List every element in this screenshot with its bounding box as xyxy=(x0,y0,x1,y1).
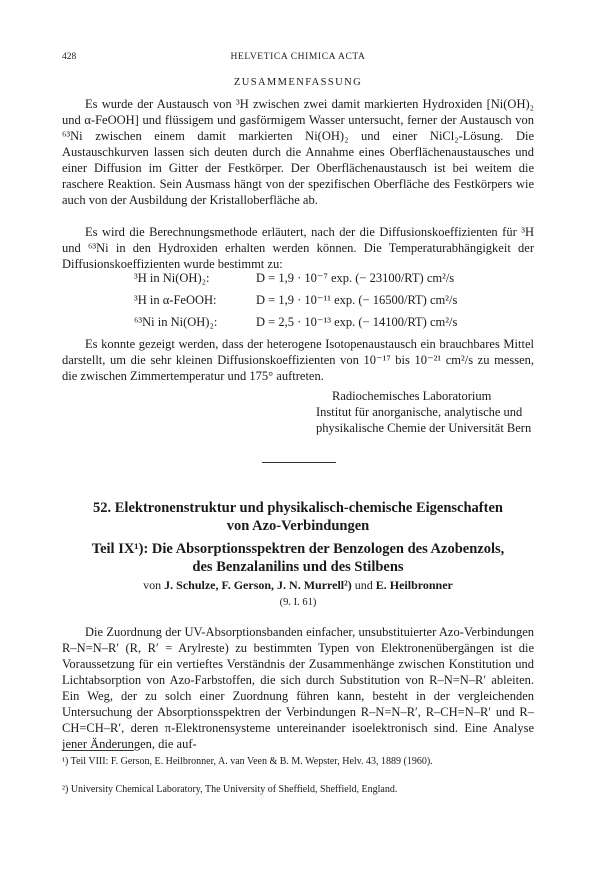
page-number: 428 xyxy=(62,52,77,62)
affiliation-line: physikalische Chemie der Universität Bern xyxy=(316,421,532,435)
footnote-text: University Chemical Laboratory, The University of Sheffield, Sheffield, England. xyxy=(70,784,398,795)
article-title-line: 52. Elektronenstruktur und physikalisch-chemische Eigenschaften xyxy=(93,500,503,516)
article-title-line: von Azo-Verbindungen xyxy=(226,518,370,534)
equation-expression: D = 1,9 · 10⁻⁷ exp. (− 23100/RT) cm²/s xyxy=(256,271,455,285)
author-line xyxy=(62,578,534,593)
equation-row xyxy=(134,289,534,311)
equation-expression: D = 1,9 · 10⁻¹¹ exp. (− 16500/RT) cm²/s xyxy=(256,293,458,307)
article-subtitle xyxy=(62,540,534,576)
authors-prefix: von xyxy=(143,578,162,592)
authors-and: und xyxy=(354,578,373,592)
equation-label: ³H in Ni(OH)₂: xyxy=(134,271,210,285)
journal-title: HELVETICA CHIMICA ACTA xyxy=(230,52,366,62)
footnote xyxy=(62,755,534,768)
zusammenfassung-heading: ZUSAMMENFASSUNG xyxy=(233,77,363,88)
footnote-mark: ²) xyxy=(62,784,69,795)
footnote-text: Teil VIII: F. Gerson, E. Heilbronner, A. van Veen & B. M. Wepster, Helv. 43, 1889 (1960). xyxy=(70,756,433,767)
summary-paragraph-3: Es konnte gezeigt werden, dass der heterogene Isotopenaustausch ein brauchbares Mittel darstellt, um die sehr kleinen Diffusionskoeffizienten von 10⁻¹⁷ bis 10⁻²¹ cm²/s zu messen, die zwischen Zimmertemperatur und 175° auftreten. xyxy=(62,337,534,383)
summary-paragraph-1: Es wurde der Austausch von ³H zwischen zwei damit markierten Hydroxiden [Ni(OH)₂ und α-FeOOH] und flüssigem und gasförmigem Wasser untersucht, ferner der Austausch von ⁶³Ni zwischen einem damit markierten Ni(OH)₂ und einer NiCl₂-Lösung. Die Austauschkurven lassen sich deuten durch die Annahme eines Oberflächenaustausches und einer Diffusion im Gitter der Festkörper. Der Oberflächenaustausch ist bei weitem die raschere Reaktion. Sein Ausmass hängt von der spezifischen Oberfläche des Festkörpers wie auch von der Ausbildung der Kristalloberfläche ab. xyxy=(62,97,534,207)
article-body: Die Zuordnung der UV-Absorptionsbanden einfacher, unsubstituierter Azo-Verbindungen R–N=N–R′ (R, R′ = Arylreste) zu bestimmten Typen von Elektronenübergängen ist die Voraussetzung für ein vertieftes Verständnis der Zusammenhänge zwischen Konstitution und Lichtabsorption von Azo-Farbstoffen, die sich durch Substitution von R–N=N–R′ ableiten. Ein Weg, der zu solch einer Zuordnung führen kann, besteht in der vergleichenden Untersuchung der Absorptionsspektren der Verbindungen R–N=N–R′, R–CH=N–R′ und R–CH=CH–R′, deren π-Elektronensysteme untereinander isoelektronisch sind. Eine Analyse jener Änderungen, die auf- xyxy=(62,625,534,751)
equation-row xyxy=(134,311,534,333)
equation-block xyxy=(134,267,534,333)
summary-paragraph-2: Es wird die Berechnungsmethode erläutert, nach der die Diffusionskoeffizienten für ³H und ⁶³Ni in den Hydroxiden erhalten werden können. Die Temperaturabhängigkeit der Diffusionskoeffizienten wurde bestimmt zu: xyxy=(62,225,534,271)
equation-label: ³H in α-FeOOH: xyxy=(134,293,217,307)
affiliation-line: Institut für anorganische, analytische und xyxy=(316,405,523,419)
affiliation-line: Radiochemisches Laboratorium xyxy=(332,389,492,403)
footnote-divider xyxy=(62,750,134,751)
article-title xyxy=(62,499,534,535)
author-last: E. Heilbronner xyxy=(375,578,453,592)
footnote-mark: ¹) xyxy=(62,756,69,767)
authors-names: J. Schulze, F. Gerson, J. N. Murrell²) xyxy=(164,578,352,592)
equation-expression: D = 2,5 · 10⁻¹³ exp. (− 14100/RT) cm²/s xyxy=(256,315,458,329)
equation-row xyxy=(134,267,534,289)
equation-label: ⁶³Ni in Ni(OH)₂: xyxy=(134,315,218,329)
received-date: (9. I. 61) xyxy=(279,597,317,608)
section-divider xyxy=(262,462,336,463)
running-header xyxy=(62,52,534,66)
affiliation-block xyxy=(316,388,546,436)
article-subtitle-line: Teil IX¹): Die Absorptionsspektren der Benzologen des Azobenzols, xyxy=(91,541,505,557)
footnote xyxy=(62,783,534,796)
article-subtitle-line: des Benzalanilins und des Stilbens xyxy=(192,559,404,575)
